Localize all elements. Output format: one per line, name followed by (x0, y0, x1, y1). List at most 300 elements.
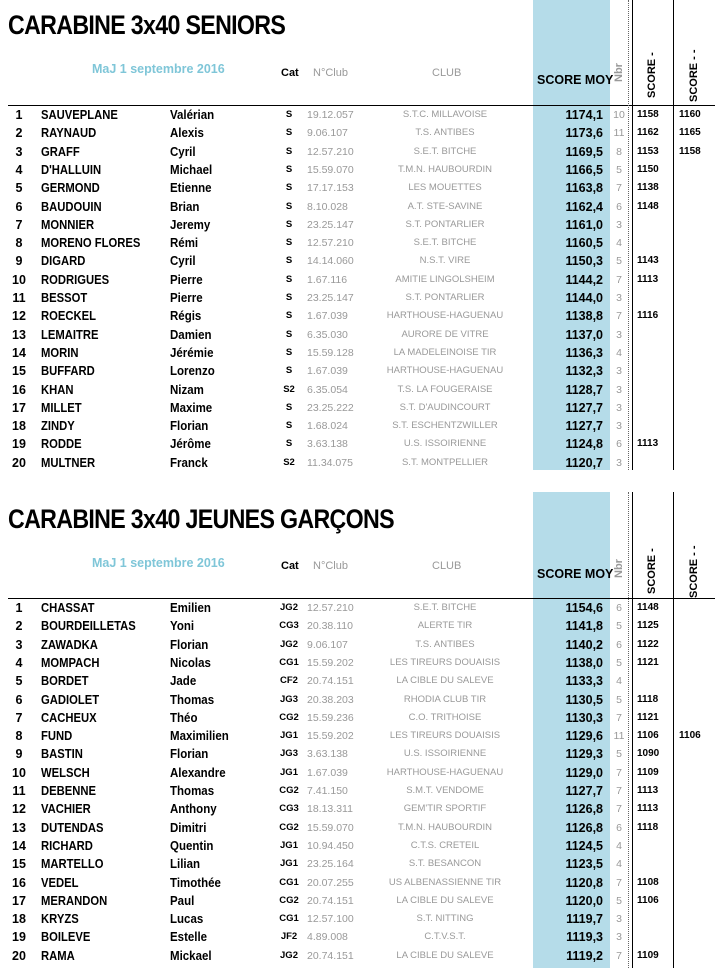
score-moy-cell: 1120,0 (565, 893, 603, 908)
firstname-cell: Nicolas (170, 655, 211, 670)
jeunes-garcons-section (0, 492, 718, 968)
nbr-cell: 7 (616, 310, 622, 323)
club-number-cell: 11.34.075 (307, 456, 353, 469)
club-number-cell: 12.57.100 (307, 913, 354, 926)
score1-cell: 1143 (637, 255, 659, 267)
table-row (0, 381, 718, 399)
category-cell: JF2 (280, 931, 298, 943)
name-cell: DEBENNE (41, 784, 97, 798)
club-cell: RHODIA CLUB TIR (403, 693, 487, 705)
category-cell: CG1 (279, 656, 299, 668)
table-row (0, 764, 718, 782)
club-number-cell: 20.74.151 (307, 675, 354, 688)
club-cell: LA MADELEINOISE TIR (393, 346, 497, 358)
category-cell: S (285, 346, 293, 358)
club-cell: LES TIREURS DOUAISIS (389, 656, 501, 668)
rank-cell: 7 (15, 217, 23, 232)
nbr-cell: 7 (616, 766, 622, 779)
rank-cell: 2 (15, 126, 23, 141)
club-number-cell: 15.59.070 (307, 821, 354, 834)
rank-cell: 4 (15, 655, 23, 670)
table-row (0, 928, 718, 946)
club-number-cell: 9.06.107 (307, 127, 348, 140)
name-cell: KRYZS (41, 912, 79, 927)
club-number-cell: 15.59.202 (307, 730, 354, 743)
club-number-cell: 20.38.203 (307, 693, 354, 706)
club-number-cell: 3.63.138 (307, 438, 348, 451)
score-moy-cell: 1124,8 (565, 437, 603, 452)
score-moy-cell: 1161,0 (565, 217, 603, 232)
name-cell: GRAFF (41, 144, 80, 159)
category-cell: CG3 (279, 803, 299, 815)
update-date: MaJ 1 septembre 2016 (92, 556, 225, 570)
score1-cell: 1150 (637, 163, 659, 175)
nbr-cell: 3 (616, 401, 622, 414)
score2-cell: 1158 (679, 145, 701, 157)
firstname-cell: Timothée (170, 875, 221, 890)
score-moy-cell: 1130,5 (565, 692, 603, 707)
score1-cell: 1148 (637, 200, 659, 212)
club-number-cell: 12.57.210 (307, 237, 354, 250)
firstname-cell: Maxime (170, 400, 213, 415)
club-number-cell: 1.67.039 (307, 310, 348, 323)
firstname-cell: Lilian (170, 857, 201, 872)
score1-cell: 1106 (637, 894, 659, 906)
club-number-cell: 6.35.054 (307, 383, 348, 396)
nbr-cell: 3 (616, 328, 622, 341)
table-row (0, 454, 718, 472)
table-row (0, 198, 718, 216)
nbr-cell: 5 (616, 163, 622, 176)
firstname-cell: Thomas (170, 784, 215, 798)
club-cell: U.S. ISSOIRIENNE (403, 748, 487, 760)
firstname-cell: Yoni (170, 619, 195, 634)
rank-cell: 20 (12, 948, 26, 963)
score-moy-cell: 1127,7 (565, 419, 603, 434)
club-number-cell: 20.38.110 (307, 620, 353, 633)
name-cell: DUTENDAS (41, 820, 104, 835)
firstname-cell: Valérian (170, 108, 215, 122)
club-number-cell: 8.10.028 (307, 200, 348, 213)
category-cell: CG3 (279, 620, 299, 632)
nbr-cell: 6 (616, 438, 622, 451)
rank-cell: 14 (12, 838, 26, 853)
name-cell: KHAN (41, 382, 74, 397)
rank-cell: 12 (12, 802, 26, 817)
score1-cell: 1116 (637, 310, 659, 322)
club-cell: LA CIBLE DU SALEVE (396, 949, 494, 961)
club-number-cell: 23.25.222 (307, 401, 354, 414)
club-number-cell: 23.25.147 (307, 218, 354, 231)
header-cat: Cat (281, 560, 299, 572)
firstname-cell: Jade (170, 674, 197, 689)
table-row (0, 216, 718, 234)
name-cell: MERANDON (41, 893, 108, 908)
category-cell: S (285, 218, 293, 230)
category-cell: JG1 (280, 858, 298, 870)
score1-cell: 1109 (637, 766, 659, 778)
score1-cell: 1148 (637, 602, 659, 613)
name-cell: MORIN (41, 345, 79, 360)
category-cell: S (285, 237, 293, 249)
category-cell: CF2 (280, 675, 298, 687)
rank-cell: 18 (12, 419, 26, 434)
score-moy-cell: 1119,7 (566, 912, 603, 927)
rank-cell: 4 (15, 162, 23, 177)
nbr-cell: 4 (616, 346, 622, 359)
firstname-cell: Jeremy (170, 217, 211, 232)
club-cell: S.T. PONTARLIER (405, 292, 485, 303)
club-cell: LA CIBLE DU SALEVE (396, 894, 494, 906)
nbr-cell: 5 (616, 748, 622, 761)
header-club: CLUB (432, 560, 462, 572)
header-score-2: SCORE - - (688, 49, 700, 102)
firstname-cell: Etienne (170, 181, 212, 196)
firstname-cell: Brian (170, 199, 200, 214)
nbr-cell: 7 (616, 949, 622, 962)
table-row (0, 307, 718, 325)
name-cell: RODRIGUES (41, 272, 110, 287)
club-number-cell: 7.41.150 (307, 785, 348, 797)
rank-cell: 6 (15, 199, 23, 214)
score2-cell: 1106 (679, 730, 701, 742)
name-cell: D'HALLUIN (41, 162, 102, 177)
nbr-cell: 4 (616, 858, 622, 871)
nbr-cell: 3 (616, 456, 622, 469)
header-score-moy: SCORE MOY (537, 567, 614, 581)
name-cell: DIGARD (41, 254, 86, 269)
rank-cell: 5 (15, 674, 23, 689)
category-cell: CG1 (279, 876, 299, 888)
score-moy-cell: 1128,7 (565, 382, 603, 397)
table-row (0, 344, 718, 362)
nbr-cell: 7 (616, 273, 622, 286)
score1-cell: 1106 (637, 730, 659, 742)
club-cell: T.S. ANTIBES (415, 127, 475, 139)
nbr-cell: 6 (616, 200, 622, 213)
name-cell: RAMA (41, 948, 75, 963)
rank-cell: 2 (15, 619, 23, 634)
category-cell: S2 (283, 456, 295, 468)
category-cell: S (285, 200, 293, 212)
table-row (0, 161, 718, 179)
table-row (0, 910, 718, 928)
name-cell: RODDE (41, 437, 82, 452)
score-moy-cell: 1163,8 (565, 181, 603, 196)
nbr-cell: 7 (616, 711, 622, 724)
name-cell: CHASSAT (41, 601, 95, 615)
name-cell: RICHARD (41, 838, 93, 853)
firstname-cell: Paul (170, 893, 195, 908)
club-cell: S.T. PONTARLIER (405, 218, 485, 230)
firstname-cell: Lorenzo (170, 364, 215, 379)
nbr-cell: 3 (616, 931, 622, 944)
rank-cell: 18 (12, 912, 26, 927)
name-cell: CACHEUX (41, 710, 97, 725)
club-cell: S.E.T. BITCHE (413, 237, 477, 249)
nbr-cell: 4 (616, 237, 622, 250)
firstname-cell: Quentin (170, 838, 214, 853)
score-moy-cell: 1126,8 (565, 820, 603, 835)
score1-cell: 1122 (637, 638, 659, 650)
score-moy-cell: 1144,2 (565, 272, 603, 287)
name-cell: MARTELLO (41, 857, 104, 872)
rank-cell: 19 (12, 437, 26, 452)
club-cell: S.T. MONTPELLIER (401, 456, 489, 468)
score-moy-cell: 1129,3 (565, 747, 603, 762)
firstname-cell: Florian (170, 419, 209, 434)
nbr-cell: 10 (613, 109, 625, 121)
club-number-cell: 1.67.116 (307, 273, 348, 286)
name-cell: SAUVEPLANE (41, 108, 118, 122)
nbr-cell: 3 (616, 218, 622, 231)
firstname-cell: Jérémie (170, 345, 214, 360)
table-row (0, 289, 718, 307)
name-cell: LEMAITRE (41, 327, 99, 342)
score-moy-cell: 1129,0 (565, 765, 603, 780)
score-moy-cell: 1129,6 (565, 729, 603, 744)
club-cell: C.O. TRITHOISE (408, 711, 482, 723)
nbr-cell: 7 (616, 803, 622, 816)
score1-cell: 1138 (637, 182, 659, 194)
category-cell: JG3 (280, 748, 298, 760)
club-cell: GEM'TIR SPORTIF (403, 803, 487, 815)
rank-cell: 10 (12, 272, 26, 287)
rank-cell: 5 (15, 181, 23, 196)
table-row (0, 234, 718, 252)
nbr-cell: 5 (616, 693, 622, 706)
name-cell: BAUDOUIN (41, 199, 102, 214)
club-cell: C.T.S. CRETEIL (410, 839, 480, 851)
table-row (0, 672, 718, 690)
name-cell: BORDET (41, 674, 89, 689)
category-cell: CG2 (279, 785, 299, 796)
club-number-cell: 9.06.107 (307, 638, 348, 651)
score-moy-cell: 1120,8 (565, 875, 603, 890)
category-cell: S (285, 109, 293, 120)
club-cell: LES MOUETTES (408, 182, 482, 194)
score-moy-cell: 1130,3 (565, 710, 603, 725)
rank-cell: 15 (12, 857, 26, 872)
club-cell: ALERTE TIR (417, 620, 473, 632)
table-row (0, 179, 718, 197)
club-cell: T.S. LA FOUGERAISE (397, 383, 493, 395)
nbr-cell: 5 (616, 255, 622, 268)
firstname-cell: Florian (170, 637, 209, 652)
firstname-cell: Théo (170, 710, 198, 725)
name-cell: FUND (41, 729, 73, 744)
club-cell: T.S. ANTIBES (415, 638, 475, 650)
name-cell: MULTNER (41, 455, 96, 470)
club-number-cell: 15.59.070 (307, 163, 354, 176)
club-cell: S.E.T. BITCHE (413, 145, 477, 157)
club-cell: HARTHOUSE-HAGUENAU (386, 310, 504, 322)
nbr-cell: 11 (613, 730, 625, 743)
club-number-cell: 1.68.024 (307, 420, 348, 433)
category-cell: S (285, 145, 293, 157)
table-row (0, 271, 718, 289)
nbr-cell: 8 (616, 145, 622, 158)
table-row (0, 124, 718, 142)
nbr-cell: 6 (616, 821, 622, 834)
club-cell: US ALBENASSIENNE TIR (388, 876, 502, 888)
nbr-cell: 3 (616, 383, 622, 396)
category-cell: CG2 (279, 821, 299, 833)
name-cell: VACHIER (41, 802, 91, 817)
score-moy-cell: 1136,3 (565, 345, 603, 360)
category-cell: S (285, 328, 293, 340)
score-moy-cell: 1138,8 (565, 309, 603, 324)
nbr-cell: 4 (616, 839, 622, 852)
table-row (0, 106, 718, 124)
table-row (0, 143, 718, 161)
score-moy-cell: 1166,5 (565, 162, 603, 177)
score1-cell: 1113 (637, 273, 659, 285)
section-title: CARABINE 3x40 SENIORS (8, 10, 286, 40)
firstname-cell: Emilien (170, 601, 211, 615)
category-cell: JG1 (280, 766, 298, 778)
category-cell: S (285, 273, 293, 285)
nbr-cell: 5 (616, 894, 622, 907)
score1-cell: 1113 (637, 803, 659, 815)
score1-cell: 1153 (637, 145, 659, 157)
nbr-cell: 3 (616, 365, 622, 378)
score-moy-cell: 1169,5 (565, 144, 603, 159)
club-number-cell: 20.07.255 (307, 876, 354, 889)
nbr-cell: 11 (613, 127, 625, 140)
header-score-1: SCORE - (646, 548, 658, 594)
category-cell: S (285, 365, 293, 377)
table-row (0, 745, 718, 763)
name-cell: ZAWADKA (41, 637, 98, 652)
rank-cell: 1 (15, 108, 23, 122)
table-row (0, 709, 718, 727)
table-row (0, 326, 718, 344)
score-moy-cell: 1127,7 (565, 784, 603, 798)
firstname-cell: Cyril (170, 254, 196, 269)
rank-cell: 7 (15, 710, 23, 725)
rank-cell: 12 (12, 309, 26, 324)
club-cell: AMITIE LINGOLSHEIM (395, 273, 495, 285)
category-cell: S (285, 163, 293, 175)
firstname-cell: Régis (170, 309, 202, 324)
category-cell: S (285, 292, 293, 303)
club-number-cell: 20.74.151 (307, 949, 354, 962)
club-number-cell: 14.14.060 (307, 255, 354, 268)
table-row (0, 800, 718, 818)
header-nclub: N°Club (313, 560, 348, 572)
name-cell: RAYNAUD (41, 126, 97, 141)
score-moy-cell: 1160,5 (565, 236, 603, 251)
score-moy-cell: 1150,3 (565, 254, 603, 269)
nbr-cell: 6 (616, 638, 622, 651)
club-number-cell: 12.57.210 (307, 602, 354, 614)
score-moy-cell: 1174,1 (565, 108, 603, 122)
club-number-cell: 6.35.030 (307, 328, 348, 341)
club-number-cell: 15.59.202 (307, 656, 354, 669)
score-moy-cell: 1133,3 (565, 674, 603, 689)
category-cell: JG1 (280, 839, 298, 851)
firstname-cell: Thomas (170, 692, 215, 707)
category-cell: CG2 (279, 894, 299, 906)
table-row (0, 617, 718, 635)
score1-cell: 1125 (637, 620, 659, 632)
score1-cell: 1090 (637, 748, 660, 760)
score-moy-cell: 1173,6 (565, 126, 603, 141)
firstname-cell: Alexis (170, 126, 204, 141)
table-row (0, 417, 718, 435)
rank-cell: 20 (12, 455, 26, 470)
score1-cell: 1118 (637, 821, 659, 833)
rank-cell: 6 (15, 692, 23, 707)
table-row (0, 874, 718, 892)
rank-cell: 8 (15, 729, 23, 744)
table-row (0, 819, 718, 837)
name-cell: MILLET (41, 400, 82, 415)
club-number-cell: 23.25.147 (307, 292, 354, 304)
club-cell: LES TIREURS DOUAISIS (389, 730, 501, 742)
firstname-cell: Dimitri (170, 820, 207, 835)
name-cell: VEDEL (41, 875, 79, 890)
score1-cell: 1121 (637, 711, 659, 723)
name-cell: BUFFARD (41, 364, 95, 379)
club-number-cell: 4.89.008 (307, 931, 348, 944)
category-cell: S (285, 420, 293, 432)
score-moy-cell: 1140,2 (565, 637, 603, 652)
nbr-cell: 6 (616, 602, 622, 614)
score1-cell: 1121 (637, 656, 659, 668)
firstname-cell: Cyril (170, 144, 196, 159)
club-cell: S.E.T. BITCHE (413, 602, 477, 613)
club-cell: C.T.V.S.T. (424, 931, 466, 943)
category-cell: JG2 (280, 638, 298, 650)
rank-cell: 16 (12, 382, 26, 397)
club-cell: U.S. ISSOIRIENNE (403, 438, 487, 450)
score-moy-cell: 1144,0 (565, 291, 603, 305)
nbr-cell: 7 (616, 182, 622, 195)
club-cell: N.S.T. VIRE (419, 255, 471, 267)
rank-cell: 19 (12, 930, 26, 945)
table-row (0, 691, 718, 709)
name-cell: BESSOT (41, 291, 88, 305)
nbr-cell: 5 (616, 620, 622, 633)
category-cell: S (285, 182, 293, 194)
firstname-cell: Lucas (170, 912, 204, 927)
category-cell: S (285, 438, 293, 450)
club-number-cell: 1.67.039 (307, 365, 348, 378)
name-cell: MORENO FLORES (41, 236, 141, 251)
nbr-cell: 3 (616, 913, 622, 926)
firstname-cell: Rémi (170, 236, 199, 251)
nbr-cell: 7 (616, 876, 622, 889)
name-cell: GADIOLET (41, 692, 100, 707)
rank-cell: 17 (12, 400, 26, 415)
score-moy-cell: 1162,4 (565, 199, 603, 214)
firstname-cell: Pierre (170, 272, 203, 287)
table-row (0, 435, 718, 453)
rank-cell: 9 (15, 747, 23, 762)
score-moy-cell: 1127,7 (565, 400, 603, 415)
firstname-cell: Franck (170, 455, 208, 470)
firstname-cell: Michael (170, 162, 213, 177)
club-cell: S.T. NITTING (416, 913, 474, 925)
firstname-cell: Alexandre (170, 765, 226, 780)
category-cell: JG2 (280, 602, 298, 613)
score1-cell: 1109 (637, 949, 659, 961)
club-number-cell: 18.13.311 (307, 803, 353, 816)
category-cell: JG1 (280, 730, 298, 742)
name-cell: WELSCH (41, 765, 90, 780)
